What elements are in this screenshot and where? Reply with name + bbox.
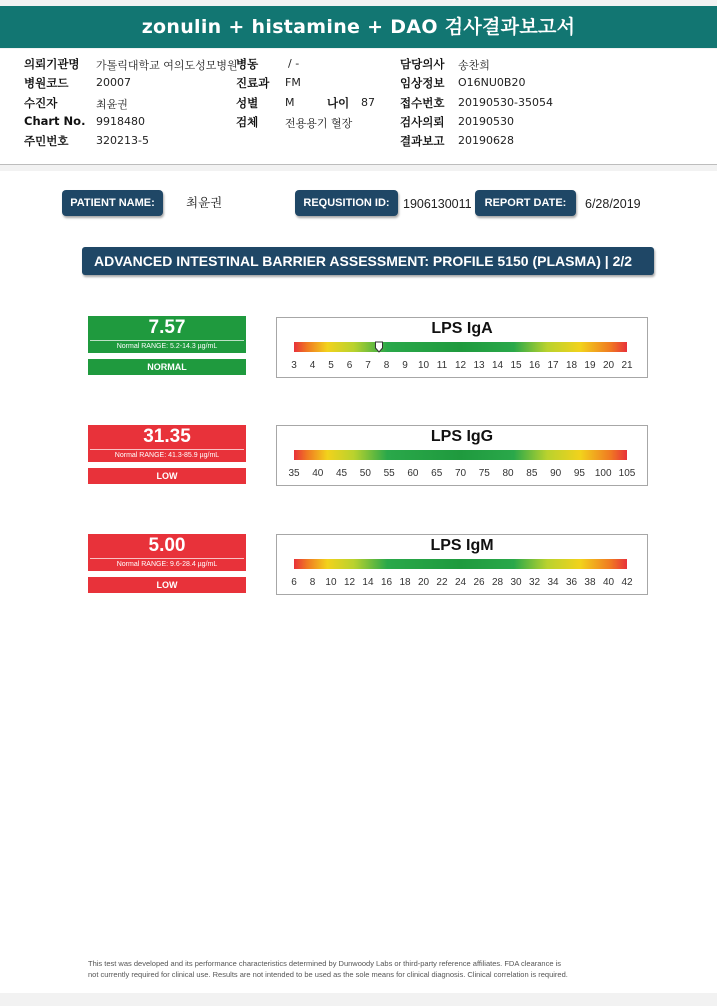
disclaimer-line: This test was developed and its performance characteristics determined by Dunwoody Labs or third-party reference affiliates. FDA clearance is <box>88 959 562 968</box>
tick-label: 14 <box>362 577 374 588</box>
tick-label: 105 <box>618 468 636 479</box>
tick-label: 42 <box>621 577 633 588</box>
tick-label: 13 <box>473 360 485 371</box>
tick-label: 32 <box>528 577 541 588</box>
info-label: 결과보고 <box>400 134 445 148</box>
tick-label: 17 <box>547 360 559 371</box>
tick-label: 11 <box>436 360 448 371</box>
info-label: 담당의사 <box>400 57 445 71</box>
gauge-title: LPS IgM <box>430 537 494 554</box>
tick-label: 8 <box>309 577 316 588</box>
tick-label: 6 <box>291 577 297 588</box>
tick-label: 80 <box>502 468 514 479</box>
tick-label: 5 <box>328 360 334 371</box>
info-label: Chart No. <box>24 114 86 128</box>
tick-label: 12 <box>343 577 356 588</box>
status-badge: LOW <box>88 577 246 593</box>
gauge-bar <box>294 559 627 569</box>
tick-label: 45 <box>336 468 348 479</box>
tick-label: 85 <box>526 468 538 479</box>
tick-label: 100 <box>594 468 612 479</box>
tick-label: 28 <box>491 577 504 588</box>
tick-label: 18 <box>565 360 578 371</box>
tick-label: 40 <box>602 577 615 588</box>
info-value: 가톨릭대학교 여의도성모병원 <box>96 59 238 72</box>
info-label: 나이 <box>327 96 350 110</box>
info-value: 9918480 <box>96 115 145 128</box>
tick-label: 3 <box>291 360 297 371</box>
info-value: 320213-5 <box>96 134 149 147</box>
status-badge: NORMAL <box>88 359 246 375</box>
tick-label: 38 <box>584 577 596 588</box>
info-value: 송찬희 <box>458 59 490 72</box>
info-value: 최윤권 <box>96 98 128 111</box>
normal-range: Normal RANGE: 9.6-28.4 µg/mL <box>90 558 244 570</box>
tick-label: 30 <box>510 577 522 588</box>
tick-label: 4 <box>309 360 316 371</box>
patient-name-tag: PATIENT NAME: <box>62 190 163 216</box>
report-date-tag: REPORT DATE: <box>475 190 576 216</box>
gauge-ticks <box>291 577 633 591</box>
tick-label: 8 <box>383 360 390 371</box>
tick-label: 65 <box>431 468 443 479</box>
tick-label: 20 <box>417 577 430 588</box>
requisition-id-value: 1906130011 <box>403 197 472 211</box>
info-value: 20190628 <box>458 134 514 147</box>
tick-label: 22 <box>436 577 448 588</box>
status-badge: LOW <box>88 468 246 484</box>
gauge-bar <box>294 342 627 352</box>
tick-label: 16 <box>528 360 541 371</box>
info-value: 20190530-35054 <box>458 96 553 109</box>
result-value: 7.57 <box>148 317 186 338</box>
info-label: 검체 <box>236 115 259 129</box>
tick-label: 15 <box>510 360 522 371</box>
info-value: 전용용기 혈장 <box>285 117 353 130</box>
info-label: 주민번호 <box>24 134 69 148</box>
gauge-ticks <box>291 360 633 374</box>
tick-label: 35 <box>288 468 300 479</box>
normal-range: Normal RANGE: 5.2-14.3 µg/mL <box>90 340 244 352</box>
info-value: FM <box>285 76 301 89</box>
tick-label: 70 <box>454 468 467 479</box>
tick-label: 21 <box>621 360 633 371</box>
info-label: 의뢰기관명 <box>24 57 80 71</box>
report-title: zonulin + histamine + DAO 검사결과보고서 <box>0 6 717 48</box>
tick-label: 6 <box>346 360 353 371</box>
tick-label: 20 <box>602 360 615 371</box>
tick-label: 18 <box>399 577 411 588</box>
report-page <box>0 171 717 993</box>
tick-label: 55 <box>383 468 395 479</box>
gauge-panel <box>276 534 648 595</box>
info-label: 임상정보 <box>400 76 445 90</box>
tick-label: 7 <box>365 360 371 371</box>
value-marker-icon <box>374 338 383 350</box>
info-value: O16NU0B20 <box>458 76 526 89</box>
patient-info-block <box>0 49 717 165</box>
gauge-ticks <box>288 468 636 482</box>
requisition-id-tag: REQUSITION ID: <box>295 190 398 216</box>
gauge-panel <box>276 317 648 378</box>
tick-label: 90 <box>550 468 562 479</box>
result-value-box <box>88 534 246 571</box>
tick-label: 24 <box>454 577 467 588</box>
tick-label: 14 <box>491 360 504 371</box>
gauge-panel <box>276 425 648 486</box>
tick-label: 19 <box>584 360 596 371</box>
tick-label: 75 <box>478 468 490 479</box>
patient-name-value: 최윤권 <box>186 196 223 210</box>
tick-label: 95 <box>573 468 585 479</box>
tick-label: 10 <box>325 577 337 588</box>
normal-range: Normal RANGE: 41.3-85.9 µg/mL <box>90 449 244 461</box>
tick-label: 26 <box>473 577 485 588</box>
tick-label: 50 <box>359 468 371 479</box>
disclaimer-line: not currently required for clinical use. Results are not intended to be used as the sole means for clinical diagnosis. Clinical correlation is required. <box>88 970 568 979</box>
report-date-value: 6/28/2019 <box>585 197 641 211</box>
info-label: 병동 <box>236 57 259 71</box>
tick-label: 12 <box>454 360 467 371</box>
info-value: 20190530 <box>458 115 514 128</box>
gauge-title: LPS IgG <box>430 428 494 445</box>
info-label: 접수번호 <box>400 96 445 110</box>
tick-label: 40 <box>312 468 324 479</box>
info-label: 병원코드 <box>24 76 69 90</box>
info-label: 성별 <box>236 96 259 110</box>
result-value: 5.00 <box>148 535 186 556</box>
info-value: 20007 <box>96 76 131 89</box>
disclaimer-footer <box>88 958 648 980</box>
info-label: 수진자 <box>24 96 58 110</box>
result-value: 31.35 <box>143 426 191 447</box>
tick-label: 60 <box>407 468 419 479</box>
info-value: 87 <box>361 96 375 109</box>
gauge-bar <box>294 450 627 460</box>
tick-label: 16 <box>380 577 393 588</box>
section-banner: ADVANCED INTESTINAL BARRIER ASSESSMENT: PROFILE 5150 (PLASMA) | 2/2 <box>82 247 654 275</box>
info-value: / - <box>288 57 300 70</box>
tick-label: 10 <box>417 360 430 371</box>
info-label: 검사의뢰 <box>400 115 445 129</box>
info-label: 진료과 <box>236 76 270 90</box>
result-value-box <box>88 316 246 353</box>
tick-label: 9 <box>402 360 408 371</box>
result-value-box <box>88 425 246 462</box>
tick-label: 36 <box>565 577 578 588</box>
gauge-title: LPS IgA <box>431 320 493 337</box>
tick-label: 34 <box>547 577 559 588</box>
info-value: M <box>285 96 295 109</box>
